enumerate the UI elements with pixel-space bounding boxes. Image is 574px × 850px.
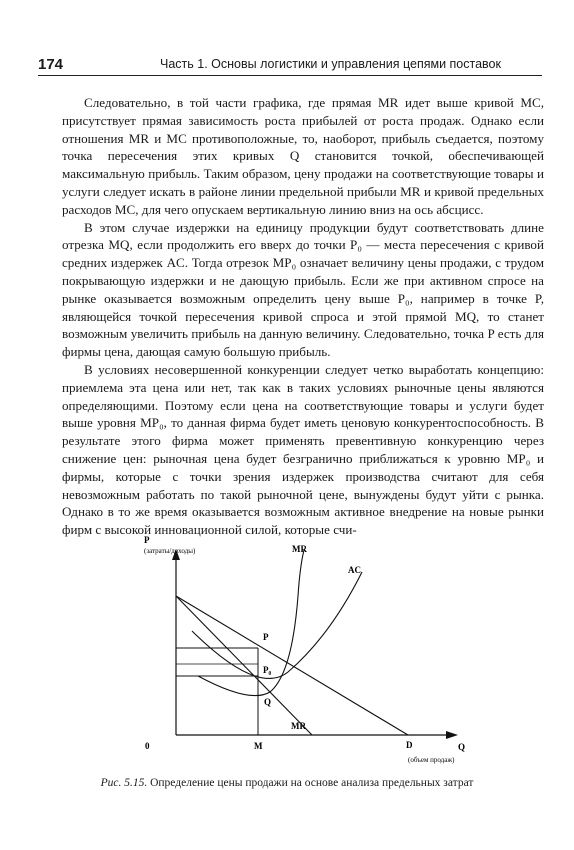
point-d-label: D — [406, 740, 413, 750]
x-axis-arrow — [446, 731, 458, 739]
header-rule — [38, 75, 542, 76]
point-m-label: M — [254, 741, 263, 751]
paragraph: В условиях несовершенной конкуренции следует четко выработать концепцию: приемлема эта цена или нет, так как в таких условиях рыночные цены являются определяющими. Поэтому если цена на соответствующие товары и услуги будет выше уровня MP₀, то данная фирма будет иметь ценовую конкурентоспособность. В результате этого фирма может применять превентивную конкуренцию через снижение цен: рыночная цена будет безгранично приближаться к уровню MP₀ и фирмы, которые с точки зрения издержек производства считают для себя невозможным работать по такой рыночной цене, вынуждены будут уйти с рынка. Однако в то же время оказывается возможным активное внедрение на новые рынки фирм с высокой инновационной силой, которые счи- — [62, 361, 544, 538]
paragraph: Следовательно, в той части графика, где прямая MR идет выше кривой MC, присутствует прямая зависимость роста прибылей от роста продаж. Однако если отношения MR и MC противоположные, то, наоборот, прибыль съедается, поэтому точка пересечения этих кривых Q становится точкой, обеспечивающей максимальную прибыль. Таким образом, цену продажи на соответствующие товары и услуги следует искать в районе линии предельной прибыли MR и кривой предельных расходов MC, для чего опускаем вертикальную линию вниз на ось абсцисс. — [62, 95, 544, 217]
point-p-label: P — [263, 632, 269, 642]
body-text — [62, 94, 544, 539]
mc-curve — [198, 550, 304, 696]
x-axis-sublabel: (объем продаж) — [408, 756, 455, 764]
page-header — [38, 56, 542, 78]
point-p0-label: P₀ — [263, 665, 272, 675]
ac-label: AC — [348, 565, 361, 575]
caption-prefix: Рис. 5.15. — [100, 777, 148, 789]
y-axis-sublabel: (затраты/доходы) — [144, 547, 196, 555]
price-analysis-diagram — [140, 536, 480, 774]
figure-caption — [0, 777, 574, 789]
caption-text: Определение цены продажи на основе анализа предельных затрат — [150, 777, 474, 789]
page-number: 174 — [38, 56, 64, 73]
mr-label-bottom: MR — [291, 721, 306, 731]
running-title: Часть 1. Основы логистики и управления цепями поставок — [160, 57, 501, 71]
ac-curve — [192, 572, 362, 678]
x-axis-label: Q — [458, 742, 466, 752]
origin-label: 0 — [145, 741, 150, 751]
point-q-label: Q — [264, 697, 272, 707]
y-axis-label: P — [144, 536, 150, 545]
mr-label-top: MR — [292, 544, 307, 554]
paragraph: В этом случае издержки на единицу продукции будут соответствовать длине отрезка MQ, если продолжить его вверх до точки P₀ — места пересечения с кривой средних издержек AC. Тогда отрезок MP₀ означает величину цены продажи, с трудом покрывающую издержки и не дающую прибыль. Если же при активном спросе на рынке оказывается возможным определить цену выше P₀, например в точке P, являющейся точкой пересечения кривой спроса и этой прямой MQ, то станет возможным увеличить прибыль на данную величину. Следовательно, точка P есть для фирмы цена, дающая самую большую прибыль. — [62, 219, 544, 360]
